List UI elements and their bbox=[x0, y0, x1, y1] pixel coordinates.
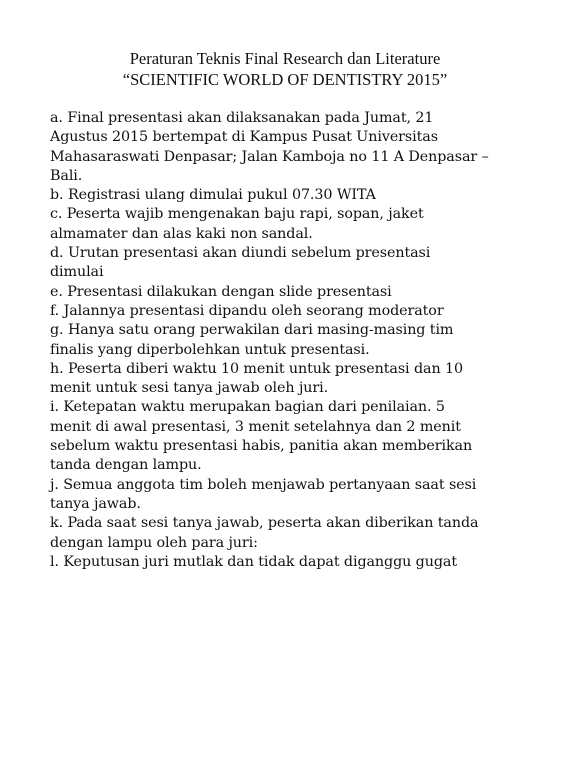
rule-item-h: h. Peserta diberi waktu 10 menit untuk presentasi dan 10 menit untuk sesi tanya jawab oleh juri. bbox=[50, 360, 463, 397]
rule-item-e: e. Presentasi dilakukan dengan slide presentasi bbox=[50, 283, 392, 300]
rule-item-k: k. Pada saat sesi tanya jawab, peserta akan diberikan tanda dengan lampu oleh para juri: bbox=[50, 515, 479, 551]
rule-item-a: a. Final presentasi akan dilaksanakan pada Jumat, 21 Agustus 2015 bertempat di Kampus Pusat Universitas Mahasaraswati Denpasar; Jalan Kamboja no 11 A Denpasar – Bali. bbox=[50, 110, 489, 184]
rule-item-b: b. Registrasi ulang dimulai pukul 07.30 WITA bbox=[50, 187, 376, 204]
rule-item-f: f. Jalannya presentasi dipandu oleh seorang moderator bbox=[50, 302, 444, 319]
rule-item-g: g. Hanya satu orang perwakilan dari masing-masing tim finalis yang diperbolehkan untuk presentasi. bbox=[50, 322, 454, 358]
rule-item-j: j. Semua anggota tim boleh menjawab pertanyaan saat sesi tanya jawab. bbox=[50, 476, 477, 512]
document-title: Peraturan Teknis Final Research dan Literature bbox=[129, 49, 441, 68]
document-header bbox=[0, 48, 570, 90]
rule-item-l: l. Keputusan juri mutlak dan tidak dapat diganggu gugat bbox=[50, 553, 457, 570]
rule-item-c: c. Peserta wajib mengenakan baju rapi, sopan, jaket almamater dan alas kaki non sandal. bbox=[50, 206, 424, 242]
rule-item-i: i. Ketepatan waktu merupakan bagian dari penilaian. 5 menit di awal presentasi, 3 menit setelahnya dan 2 menit sebelum waktu presentasi habis, panitia akan memberikan tanda dengan lampu. bbox=[50, 399, 473, 474]
rules-list bbox=[50, 109, 520, 572]
rule-item-d: d. Urutan presentasi akan diundi sebelum presentasi dimulai bbox=[50, 245, 431, 281]
document-subtitle: “SCIENTIFIC WORLD OF DENTISTRY 2015” bbox=[122, 70, 448, 89]
